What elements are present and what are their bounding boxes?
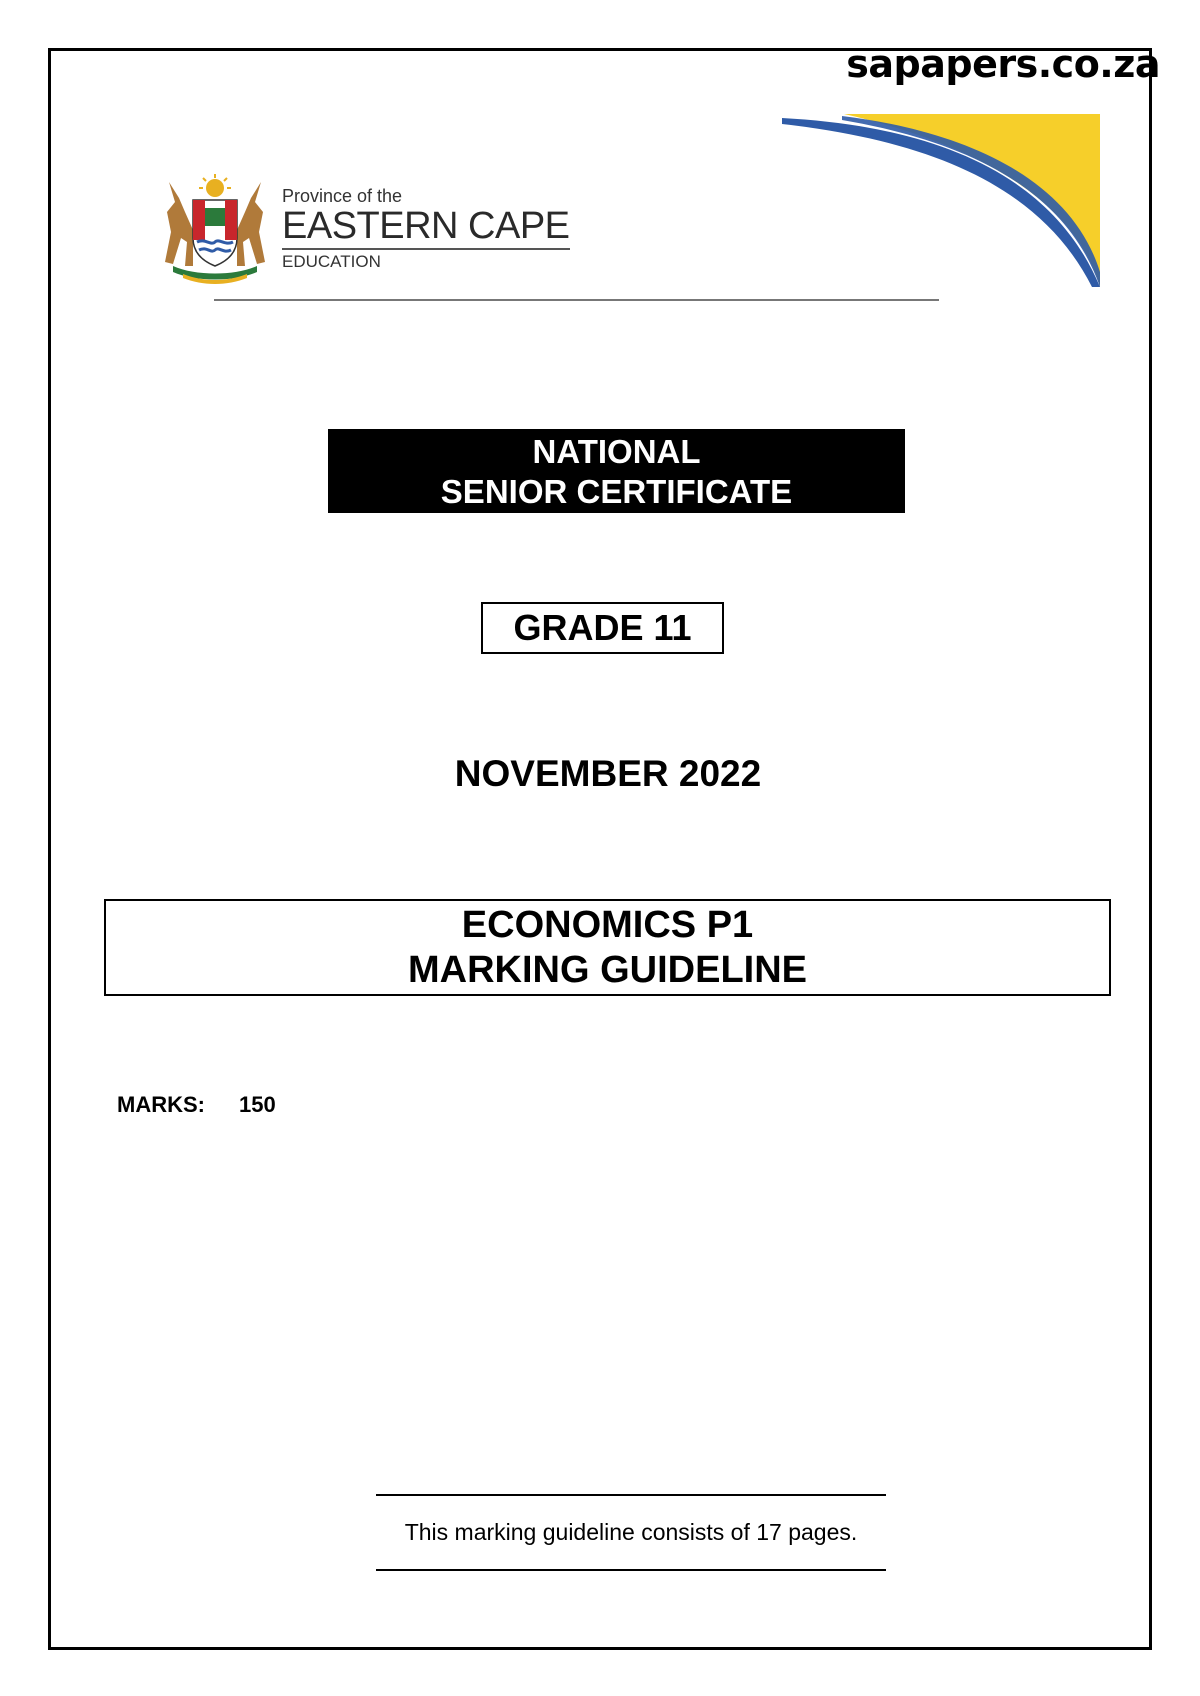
site-watermark: sapapers.co.za [846,42,1160,86]
exam-date: NOVEMBER 2022 [454,753,762,794]
certificate-line-1: NATIONAL [532,433,701,470]
document-type: MARKING GUIDELINE [408,949,807,991]
certificate-line-2: SENIOR CERTIFICATE [440,473,793,510]
footer-rule-top [376,1494,886,1496]
subject-title: ECONOMICS P1 [461,904,754,946]
footer-rule-bottom [376,1569,886,1571]
right-antelope [237,182,265,266]
certificate-banner [328,429,905,513]
province-name: EASTERN CAPE [282,206,570,250]
page-border [48,48,1152,1650]
page-count-note: This marking guideline consists of 17 pages. [404,1519,858,1545]
subject-box [104,899,1111,996]
grade-box: GRADE 11 [481,602,724,654]
left-antelope [165,182,193,266]
marks-value: 150 [239,1092,276,1117]
header-divider [214,299,939,301]
marks-line [117,1092,276,1118]
department-label: EDUCATION [282,252,381,271]
eastern-cape-coat-of-arms-icon [155,172,275,284]
sun-crest [199,174,231,197]
swoosh-graphic [782,112,1100,287]
marks-label: MARKS: [117,1092,205,1117]
province-label: Province of the [282,186,403,206]
department-wordmark [282,186,570,274]
